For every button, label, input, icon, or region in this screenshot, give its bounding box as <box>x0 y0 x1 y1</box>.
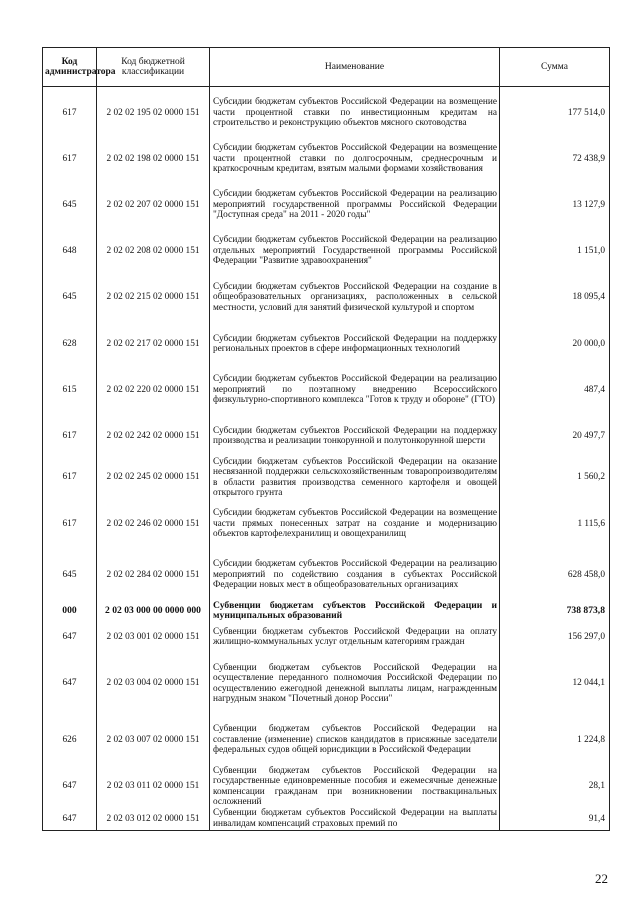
budget-table <box>42 47 610 831</box>
row-kbk-code: 2 02 03 004 02 0000 151 <box>97 653 210 715</box>
table-header <box>43 48 610 87</box>
table-row <box>43 653 610 715</box>
row-admin-code: 647 <box>43 808 97 831</box>
header-admin-code: Код администратора <box>43 48 97 87</box>
row-sum: 1 560,2 <box>500 457 610 499</box>
row-name: Субсидии бюджетам субъектов Российской Федерации на создание в общеобразовательных организациях, расположенных в сельской местности, условий для занятий физической культурой и спортом <box>210 272 500 324</box>
row-admin-code: 626 <box>43 715 97 766</box>
row-name: Субсидии бюджетам субъектов Российской Федерации на реализацию мероприятий по содействию создания в субъектах Российской Федерации новых мест в общеобразовательных организациях <box>210 550 500 601</box>
table-row <box>43 601 610 622</box>
row-name: Субвенции бюджетам субъектов Российской Федерации на оплату жилищно-коммунальных услуг отдельным категориям граждан <box>210 622 500 653</box>
row-admin-code: 617 <box>43 499 97 550</box>
table-row <box>43 180 610 231</box>
row-name: Субсидии бюджетам субъектов Российской Федерации на возмещение части прямых понесенных затрат на создание и модернизацию объектов картофелехранилищ и овощехранилищ <box>210 499 500 550</box>
row-name: Субвенции бюджетам субъектов Российской Федерации на выплаты инвалидам компенсаций страховых премий по <box>210 808 500 831</box>
page-number: 22 <box>595 871 608 886</box>
table-row <box>43 231 610 272</box>
row-kbk-code: 2 02 03 007 02 0000 151 <box>97 715 210 766</box>
row-sum: 487,4 <box>500 365 610 416</box>
table-row <box>43 715 610 766</box>
row-kbk-code: 2 02 02 284 02 0000 151 <box>97 550 210 601</box>
row-sum: 628 458,0 <box>500 550 610 601</box>
table-row <box>43 272 610 324</box>
row-kbk-code: 2 02 02 207 02 0000 151 <box>97 180 210 231</box>
header-sum: Сумма <box>500 48 610 87</box>
row-kbk-code: 2 02 02 246 02 0000 151 <box>97 499 210 550</box>
table-row <box>43 550 610 601</box>
row-sum: 13 127,9 <box>500 180 610 231</box>
table-row <box>43 87 610 139</box>
row-admin-code: 617 <box>43 457 97 499</box>
row-kbk-code: 2 02 03 000 00 0000 000 <box>97 601 210 622</box>
row-name: Субсидии бюджетам субъектов Российской Федерации на возмещение части процентной ставки по долгосрочным, среднесрочным и краткосрочным кредитам, взятым малыми формами хозяйствования <box>210 139 500 180</box>
row-admin-code: 645 <box>43 272 97 324</box>
header-kbk-code: Код бюджетной классификации <box>97 48 210 87</box>
row-sum: 156 297,0 <box>500 622 610 653</box>
row-sum: 1 224,8 <box>500 715 610 766</box>
table-row <box>43 457 610 499</box>
row-kbk-code: 2 02 02 208 02 0000 151 <box>97 231 210 272</box>
row-sum: 738 873,8 <box>500 601 610 622</box>
row-name: Субсидии бюджетам субъектов Российской Федерации на реализацию мероприятий государственной программы Российской Федерации "Доступная среда" на 2011 - 2020 годы" <box>210 180 500 231</box>
row-sum: 1 115,6 <box>500 499 610 550</box>
table-row <box>43 808 610 831</box>
row-kbk-code: 2 02 03 001 02 0000 151 <box>97 622 210 653</box>
row-kbk-code: 2 02 02 195 02 0000 151 <box>97 87 210 139</box>
row-admin-code: 628 <box>43 324 97 365</box>
row-admin-code: 645 <box>43 180 97 231</box>
row-kbk-code: 2 02 02 215 02 0000 151 <box>97 272 210 324</box>
row-admin-code: 647 <box>43 766 97 808</box>
row-name: Субвенции бюджетам субъектов Российской Федерации на осуществление переданного полномочия Российской Федерации по осуществлению ежегодной денежной выплаты лицам, награжденным нагрудным знаком "Почетный донор России" <box>210 653 500 715</box>
row-admin-code: 615 <box>43 365 97 416</box>
row-sum: 20 497,7 <box>500 416 610 457</box>
row-sum: 20 000,0 <box>500 324 610 365</box>
table-row <box>43 416 610 457</box>
row-name: Субсидии бюджетам субъектов Российской Федерации на реализацию отдельных мероприятий Государственной программы Российской Федерации "Развитие здравоохранения" <box>210 231 500 272</box>
row-name: Субсидии бюджетам субъектов Российской Федерации на оказание несвязанной поддержки сельскохозяйственным товаропроизводителям в области развития производства семенного картофеля и овощей открытого грунта <box>210 457 500 499</box>
row-kbk-code: 2 02 03 011 02 0000 151 <box>97 766 210 808</box>
row-admin-code: 617 <box>43 139 97 180</box>
row-name: Субвенции бюджетам субъектов Российской Федерации на государственные единовременные пособия и ежемесячные денежные компенсации гражданам при возникновении поствакцинальных осложнений <box>210 766 500 808</box>
table-row <box>43 766 610 808</box>
row-kbk-code: 2 02 02 242 02 0000 151 <box>97 416 210 457</box>
row-name: Субсидии бюджетам субъектов Российской Федерации на поддержку производства и реализации тонкорунной и полутонкорунной шерсти <box>210 416 500 457</box>
row-name: Субсидии бюджетам субъектов Российской Федерации на реализацию мероприятий по поэтапному внедрению Всероссийского физкультурно-спортивного комплекса "Готов к труду и обороне" (ГТО) <box>210 365 500 416</box>
row-kbk-code: 2 02 03 012 02 0000 151 <box>97 808 210 831</box>
row-admin-code: 648 <box>43 231 97 272</box>
table-row <box>43 622 610 653</box>
table-body <box>43 87 610 831</box>
row-sum: 72 438,9 <box>500 139 610 180</box>
row-sum: 177 514,0 <box>500 87 610 139</box>
row-admin-code: 617 <box>43 87 97 139</box>
table-row <box>43 139 610 180</box>
row-admin-code: 645 <box>43 550 97 601</box>
row-kbk-code: 2 02 02 245 02 0000 151 <box>97 457 210 499</box>
row-admin-code: 000 <box>43 601 97 622</box>
row-name: Субвенции бюджетам субъектов Российской Федерации на составление (изменение) списков кандидатов в присяжные заседатели федеральных судов общей юрисдикции в Российской Федерации <box>210 715 500 766</box>
table-row <box>43 324 610 365</box>
row-admin-code: 617 <box>43 416 97 457</box>
row-sum: 28,1 <box>500 766 610 808</box>
row-name: Субсидии бюджетам субъектов Российской Федерации на возмещение части процентной ставки по инвестиционным кредитам на строительство и реконструкцию объектов мясного скотоводства <box>210 87 500 139</box>
table-row <box>43 499 610 550</box>
row-sum: 1 151,0 <box>500 231 610 272</box>
row-admin-code: 647 <box>43 622 97 653</box>
header-name: Наименование <box>210 48 500 87</box>
table-row <box>43 365 610 416</box>
row-kbk-code: 2 02 02 198 02 0000 151 <box>97 139 210 180</box>
row-name: Субвенции бюджетам субъектов Российской Федерации и муниципальных образований <box>210 601 500 622</box>
row-sum: 18 095,4 <box>500 272 610 324</box>
row-name: Субсидии бюджетам субъектов Российской Федерации на поддержку региональных проектов в сфере информационных технологий <box>210 324 500 365</box>
row-kbk-code: 2 02 02 220 02 0000 151 <box>97 365 210 416</box>
row-kbk-code: 2 02 02 217 02 0000 151 <box>97 324 210 365</box>
row-sum: 12 044,1 <box>500 653 610 715</box>
row-admin-code: 647 <box>43 653 97 715</box>
row-sum: 91,4 <box>500 808 610 831</box>
